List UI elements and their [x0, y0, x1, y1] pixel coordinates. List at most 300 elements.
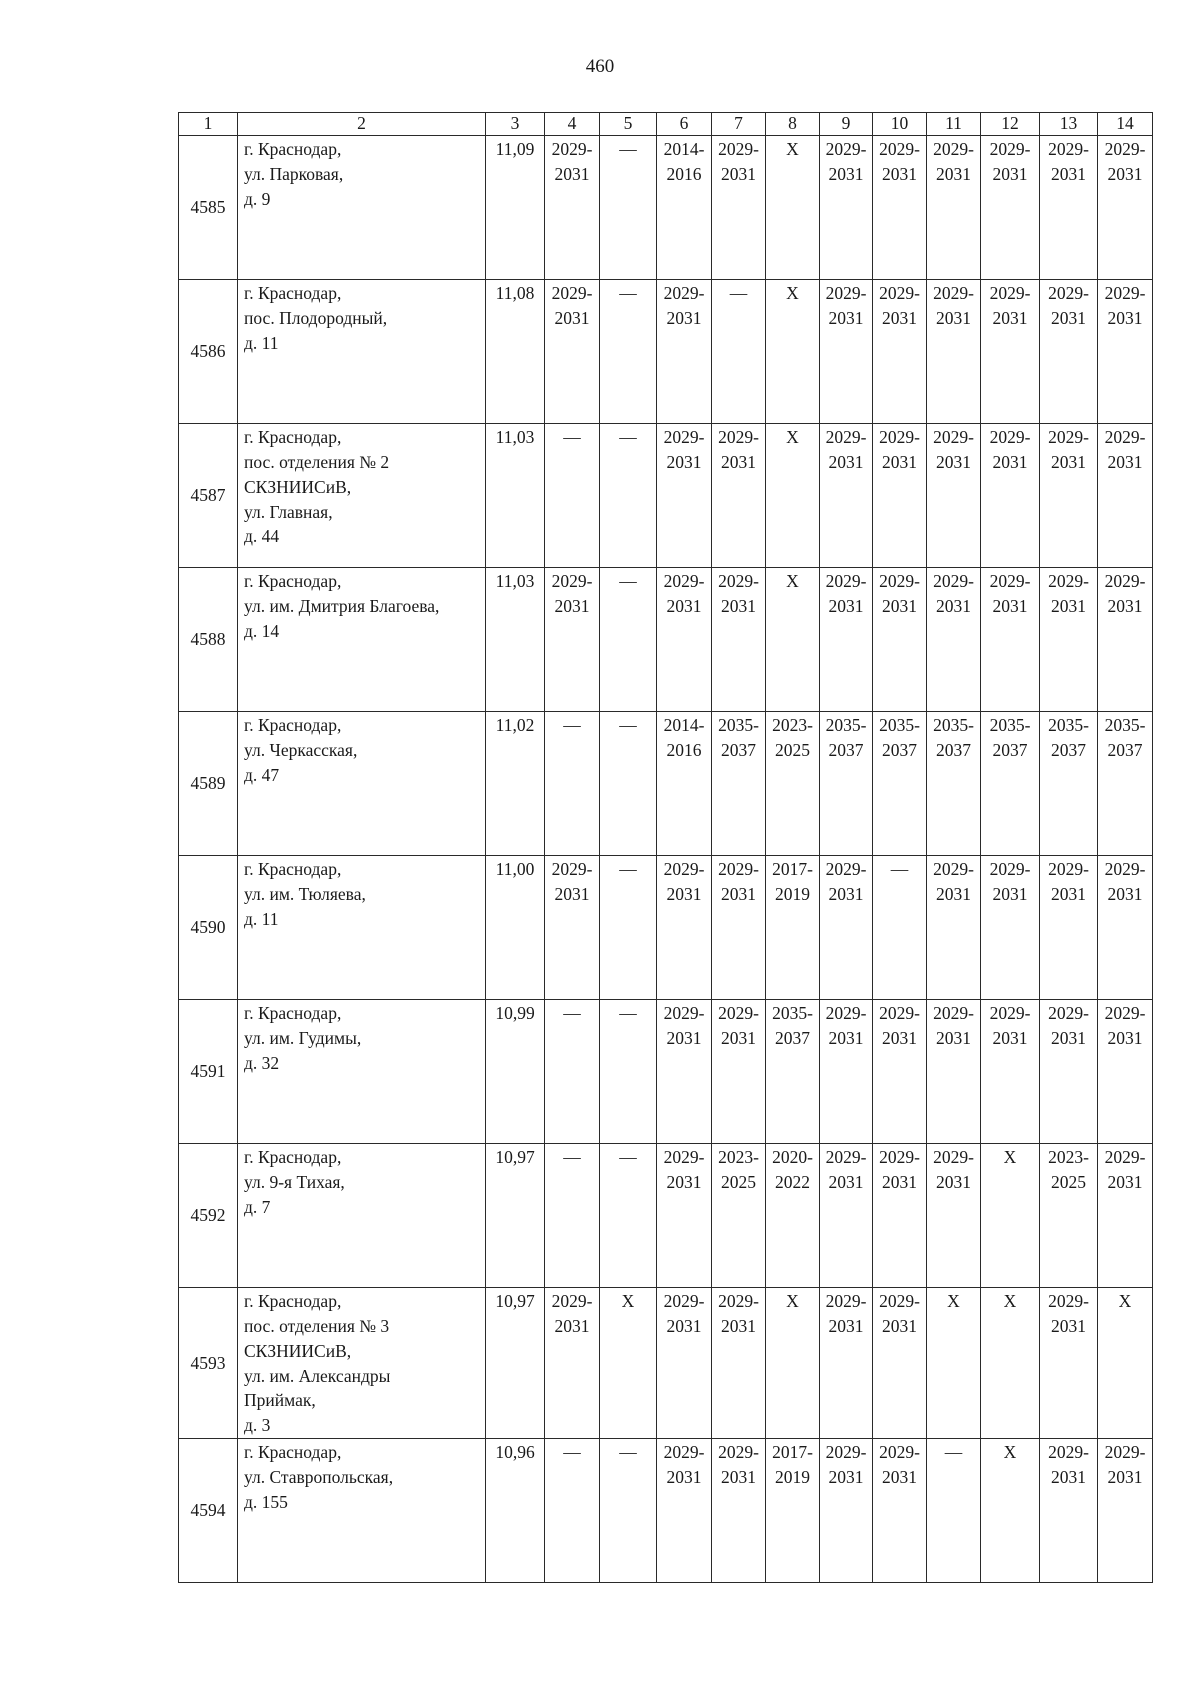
- area-cell: 11,09: [486, 136, 545, 280]
- period-value: 2037: [992, 739, 1028, 760]
- period-cell: [873, 136, 927, 280]
- period-value: 2029-: [551, 283, 593, 303]
- row-number: 4591: [179, 1000, 238, 1144]
- period-cell: [766, 1439, 820, 1583]
- table-row: [179, 1439, 1153, 1583]
- period-value: 2029-: [933, 859, 974, 879]
- period-value: 2029-: [551, 859, 593, 879]
- period-value: 2029-: [1104, 1003, 1146, 1023]
- period-cell: [712, 1144, 766, 1288]
- period-value: 2029-: [1048, 1291, 1089, 1311]
- period-cell: [1098, 856, 1153, 1000]
- period-value: X: [947, 1291, 960, 1311]
- period-value: 2031: [721, 163, 756, 184]
- period-cell: [820, 1288, 873, 1439]
- period-cell: [873, 856, 927, 1000]
- period-cell: [820, 712, 873, 856]
- row-number: 4590: [179, 856, 238, 1000]
- period-value: 2031: [992, 163, 1028, 184]
- period-value: 2031: [1051, 451, 1086, 472]
- period-value: 2031: [882, 1171, 917, 1192]
- area-cell: 10,97: [486, 1144, 545, 1288]
- table-row: [179, 712, 1153, 856]
- period-cell: [873, 568, 927, 712]
- period-value: 2029-: [718, 1003, 759, 1023]
- address-line: ул. Ставропольская,: [244, 1466, 394, 1487]
- period-cell: [1098, 424, 1153, 568]
- period-value: 2035-: [989, 715, 1031, 735]
- period-cell: [657, 712, 712, 856]
- period-value: 2029-: [933, 139, 974, 159]
- address-line: г. Краснодар,: [244, 1147, 342, 1167]
- period-value: 2029-: [1048, 283, 1089, 303]
- period-cell: [712, 136, 766, 280]
- row-number: 4588: [179, 568, 238, 712]
- area-cell: 10,97: [486, 1288, 545, 1439]
- period-cell: [1040, 1439, 1098, 1583]
- period-value: 2031: [1051, 883, 1086, 904]
- period-value: 2029-: [1048, 139, 1089, 159]
- period-value: 2029-: [718, 1291, 759, 1311]
- period-value: 2029-: [1104, 1147, 1146, 1167]
- header-row: [179, 113, 1153, 136]
- address-line: д. 32: [244, 1052, 280, 1073]
- period-cell: [545, 280, 600, 424]
- period-value: 2029-: [1104, 1442, 1146, 1463]
- row-number: 4593: [179, 1288, 238, 1439]
- period-cell: [600, 136, 657, 280]
- header-cell: 13: [1040, 113, 1098, 136]
- period-value: 2037: [882, 739, 917, 760]
- period-value: 2025: [775, 739, 810, 760]
- address-line: г. Краснодар,: [244, 1442, 342, 1463]
- period-value: 2031: [882, 1466, 917, 1487]
- period-value: 2035-: [933, 715, 974, 735]
- period-cell: [981, 1000, 1040, 1144]
- period-value: 2031: [1107, 595, 1143, 616]
- period-value: —: [890, 859, 909, 879]
- period-value: 2037: [775, 1027, 810, 1048]
- address-line: г. Краснодар,: [244, 715, 342, 735]
- period-value: 2029-: [1104, 427, 1146, 447]
- address-cell: [238, 856, 486, 1000]
- period-value: 2031: [992, 1027, 1028, 1048]
- header-cell: 8: [766, 113, 820, 136]
- period-cell: [927, 1288, 981, 1439]
- period-value: 2029-: [663, 1291, 705, 1311]
- period-cell: [1040, 1288, 1098, 1439]
- period-value: —: [619, 571, 637, 591]
- period-value: 2029-: [663, 427, 705, 447]
- period-value: 2031: [1107, 307, 1143, 328]
- period-cell: [820, 1144, 873, 1288]
- period-value: 2029-: [825, 571, 867, 591]
- period-cell: [657, 1000, 712, 1144]
- address-cell: [238, 1144, 486, 1288]
- address-line: СКЗНИИСиВ,: [244, 476, 352, 497]
- period-value: 2029-: [879, 139, 920, 159]
- period-value: 2029-: [879, 1003, 920, 1023]
- address-cell: [238, 280, 486, 424]
- address-line: д. 9: [244, 188, 271, 209]
- period-value: 2017-: [772, 1442, 813, 1463]
- period-cell: [873, 1439, 927, 1583]
- period-cell: [981, 712, 1040, 856]
- period-cell: [820, 1439, 873, 1583]
- address-line: д. 47: [244, 764, 280, 785]
- period-value: 2031: [936, 163, 971, 184]
- period-value: 2029-: [718, 427, 759, 447]
- period-cell: [873, 1288, 927, 1439]
- period-cell: [1098, 1000, 1153, 1144]
- period-value: 2031: [666, 1315, 702, 1336]
- address-line: д. 155: [244, 1491, 288, 1512]
- period-value: 2037: [936, 739, 971, 760]
- period-value: 2029-: [1048, 1003, 1089, 1023]
- period-value: 2029-: [1104, 139, 1146, 159]
- period-value: —: [563, 1003, 581, 1023]
- period-value: X: [1118, 1291, 1132, 1311]
- period-value: 2031: [992, 307, 1028, 328]
- period-value: 2031: [666, 883, 702, 904]
- table-row: [179, 136, 1153, 280]
- table-row: [179, 280, 1153, 424]
- period-value: 2031: [992, 883, 1028, 904]
- page-number: 460: [585, 56, 615, 77]
- period-value: 2035-: [772, 1003, 813, 1023]
- period-value: 2031: [828, 883, 864, 904]
- address-line: д. 7: [244, 1196, 271, 1217]
- row-number: 4587: [179, 424, 238, 568]
- period-cell: [712, 280, 766, 424]
- period-value: 2031: [882, 1027, 917, 1048]
- area-cell: 11,03: [486, 568, 545, 712]
- period-cell: [766, 856, 820, 1000]
- period-value: 2029-: [718, 139, 759, 159]
- period-cell: [1040, 568, 1098, 712]
- registry-table: [178, 112, 1153, 1583]
- period-value: 2029-: [551, 571, 593, 591]
- period-value: 2031: [828, 1315, 864, 1336]
- period-value: 2031: [936, 307, 971, 328]
- period-cell: [766, 136, 820, 280]
- period-value: 2031: [936, 883, 971, 904]
- table-row: [179, 1288, 1153, 1439]
- period-value: 2031: [666, 1466, 702, 1487]
- period-cell: [600, 712, 657, 856]
- period-value: —: [563, 427, 581, 447]
- period-cell: [545, 568, 600, 712]
- address-line: пос. отделения № 3: [244, 1315, 390, 1336]
- period-cell: [873, 424, 927, 568]
- period-value: 2014-: [663, 139, 705, 159]
- table-body: [179, 136, 1153, 1583]
- period-value: 2029-: [825, 1291, 867, 1311]
- period-value: —: [563, 1442, 581, 1463]
- period-value: 2014-: [663, 715, 705, 735]
- address-cell: [238, 568, 486, 712]
- period-value: X: [621, 1291, 635, 1311]
- header-cell: 1: [179, 113, 238, 136]
- period-cell: [545, 1439, 600, 1583]
- period-value: —: [619, 139, 637, 159]
- area-cell: 11,02: [486, 712, 545, 856]
- period-cell: [1040, 1000, 1098, 1144]
- period-value: 2029-: [879, 1291, 920, 1311]
- address-line: д. 11: [244, 908, 279, 929]
- address-line: д. 3: [244, 1415, 271, 1436]
- period-value: 2031: [882, 1315, 917, 1336]
- period-value: 2029-: [1104, 571, 1146, 591]
- period-cell: [600, 1000, 657, 1144]
- period-value: 2031: [992, 595, 1028, 616]
- address-cell: [238, 712, 486, 856]
- period-value: X: [786, 139, 799, 159]
- period-value: 2031: [1051, 1466, 1086, 1487]
- address-line: ул. им. Тюляева,: [244, 883, 366, 904]
- period-value: —: [619, 1442, 637, 1463]
- period-value: 2031: [554, 883, 590, 904]
- period-value: 2031: [721, 883, 756, 904]
- period-cell: [712, 712, 766, 856]
- area-cell: 11,08: [486, 280, 545, 424]
- period-cell: [981, 568, 1040, 712]
- period-cell: [657, 856, 712, 1000]
- address-line: г. Краснодар,: [244, 859, 342, 879]
- period-value: 2031: [666, 595, 702, 616]
- address-line: ул. Черкасская,: [244, 739, 358, 760]
- period-cell: [766, 1144, 820, 1288]
- header-cell: 12: [981, 113, 1040, 136]
- address-line: д. 44: [244, 526, 280, 547]
- period-value: 2031: [1051, 595, 1086, 616]
- table-row: [179, 856, 1153, 1000]
- period-value: 2016: [666, 739, 702, 760]
- period-value: 2029-: [989, 571, 1031, 591]
- address-line: пос. Плодородный,: [244, 307, 388, 328]
- period-value: 2037: [721, 739, 756, 760]
- address-line: ул. им. Дмитрия Благоева,: [244, 595, 440, 616]
- table-row: [179, 424, 1153, 568]
- period-value: 2029-: [825, 283, 867, 303]
- period-value: 2031: [1051, 163, 1086, 184]
- period-value: 2031: [828, 451, 864, 472]
- header-cell: 4: [545, 113, 600, 136]
- area-cell: 10,99: [486, 1000, 545, 1144]
- header-cell: 7: [712, 113, 766, 136]
- period-cell: [927, 424, 981, 568]
- period-value: 2031: [882, 163, 917, 184]
- period-cell: [657, 424, 712, 568]
- period-value: 2031: [828, 1466, 864, 1487]
- period-value: 2029-: [825, 1147, 867, 1167]
- period-value: 2025: [721, 1171, 756, 1192]
- period-value: 2029-: [1048, 859, 1089, 879]
- period-value: 2029-: [718, 1442, 759, 1463]
- period-cell: [981, 856, 1040, 1000]
- period-value: 2029-: [933, 1147, 974, 1167]
- period-cell: [981, 280, 1040, 424]
- period-value: 2029-: [663, 283, 705, 303]
- period-cell: [981, 1288, 1040, 1439]
- period-value: 2029-: [879, 1442, 920, 1463]
- address-line: ул. им. Гудимы,: [244, 1027, 362, 1048]
- row-number: 4589: [179, 712, 238, 856]
- period-cell: [545, 1288, 600, 1439]
- period-value: 2029-: [879, 427, 920, 447]
- period-value: —: [619, 1147, 637, 1167]
- period-cell: [766, 280, 820, 424]
- period-value: 2029-: [933, 1003, 974, 1023]
- period-cell: [927, 1439, 981, 1583]
- period-cell: [820, 856, 873, 1000]
- period-cell: [927, 1144, 981, 1288]
- period-value: 2023-: [772, 715, 813, 735]
- period-value: 2031: [828, 1027, 864, 1048]
- area-cell: 11,03: [486, 424, 545, 568]
- period-value: 2031: [936, 451, 971, 472]
- period-value: —: [619, 859, 637, 879]
- period-cell: [545, 424, 600, 568]
- table-row: [179, 568, 1153, 712]
- address-cell: [238, 1000, 486, 1144]
- period-value: 2031: [882, 595, 917, 616]
- period-value: 2031: [666, 307, 702, 328]
- period-cell: [657, 1288, 712, 1439]
- period-value: 2023-: [718, 1147, 759, 1167]
- period-cell: [1098, 712, 1153, 856]
- row-number: 4592: [179, 1144, 238, 1288]
- address-cell: [238, 1288, 486, 1439]
- period-cell: [927, 712, 981, 856]
- period-cell: [1098, 1439, 1153, 1583]
- period-cell: [657, 568, 712, 712]
- period-cell: [981, 1439, 1040, 1583]
- period-value: 2037: [1107, 739, 1143, 760]
- period-cell: [545, 856, 600, 1000]
- period-value: 2029-: [989, 283, 1031, 303]
- period-value: 2029-: [551, 139, 593, 159]
- period-value: X: [786, 427, 799, 447]
- header-cell: 6: [657, 113, 712, 136]
- period-value: 2031: [721, 595, 756, 616]
- period-cell: [1040, 712, 1098, 856]
- period-value: 2029-: [989, 139, 1031, 159]
- period-cell: [981, 424, 1040, 568]
- area-cell: 11,00: [486, 856, 545, 1000]
- period-value: 2031: [936, 595, 971, 616]
- period-cell: [820, 280, 873, 424]
- period-cell: [820, 568, 873, 712]
- period-value: 2031: [828, 307, 864, 328]
- period-cell: [820, 136, 873, 280]
- period-value: 2029-: [663, 571, 705, 591]
- period-value: X: [786, 283, 799, 303]
- period-value: 2031: [721, 451, 756, 472]
- period-cell: [873, 1000, 927, 1144]
- period-value: 2031: [666, 1027, 702, 1048]
- period-cell: [657, 1439, 712, 1583]
- period-cell: [766, 568, 820, 712]
- period-value: 2031: [936, 1171, 971, 1192]
- period-value: 2029-: [989, 427, 1031, 447]
- period-value: 2019: [775, 883, 810, 904]
- address-line: г. Краснодар,: [244, 1291, 342, 1311]
- period-value: —: [563, 1147, 581, 1167]
- period-value: 2029-: [989, 859, 1031, 879]
- period-value: 2029-: [825, 427, 867, 447]
- header-cell: 9: [820, 113, 873, 136]
- period-value: X: [786, 1291, 799, 1311]
- header-cell: 11: [927, 113, 981, 136]
- period-value: 2029-: [663, 859, 705, 879]
- address-line: СКЗНИИСиВ,: [244, 1340, 352, 1361]
- period-value: 2031: [666, 1171, 702, 1192]
- header-cell: 14: [1098, 113, 1153, 136]
- period-value: 2029-: [933, 427, 974, 447]
- period-value: 2031: [882, 451, 917, 472]
- address-line: г. Краснодар,: [244, 571, 342, 591]
- period-cell: [766, 712, 820, 856]
- period-value: 2031: [828, 1171, 864, 1192]
- period-value: 2031: [721, 1315, 756, 1336]
- address-line: д. 14: [244, 620, 280, 641]
- period-value: 2029-: [825, 139, 867, 159]
- header-cell: 2: [238, 113, 486, 136]
- period-cell: [1098, 1288, 1153, 1439]
- period-value: 2029-: [718, 571, 759, 591]
- period-value: —: [729, 283, 748, 303]
- period-cell: [927, 280, 981, 424]
- period-cell: [545, 1000, 600, 1144]
- period-value: 2031: [828, 595, 864, 616]
- period-value: 2029-: [933, 283, 974, 303]
- period-cell: [545, 1144, 600, 1288]
- period-value: 2035-: [1104, 715, 1146, 735]
- period-value: 2023-: [1048, 1147, 1089, 1167]
- period-cell: [657, 136, 712, 280]
- period-value: 2031: [936, 1027, 971, 1048]
- period-value: 2031: [1107, 163, 1143, 184]
- period-value: 2031: [1051, 1315, 1086, 1336]
- period-value: 2031: [1051, 307, 1086, 328]
- period-cell: [873, 280, 927, 424]
- period-cell: [820, 1000, 873, 1144]
- period-value: 2035-: [718, 715, 759, 735]
- period-cell: [873, 712, 927, 856]
- address-line: ул. им. Александры: [244, 1365, 391, 1386]
- period-cell: [927, 136, 981, 280]
- period-cell: [657, 1144, 712, 1288]
- period-value: 2029-: [825, 1442, 867, 1463]
- period-value: X: [1003, 1291, 1017, 1311]
- period-value: —: [944, 1442, 963, 1463]
- period-cell: [712, 424, 766, 568]
- period-value: 2029-: [1048, 427, 1089, 447]
- period-cell: [766, 1000, 820, 1144]
- period-value: 2031: [554, 595, 590, 616]
- period-value: 2029-: [1104, 859, 1146, 879]
- period-cell: [927, 1000, 981, 1144]
- period-value: 2035-: [825, 715, 867, 735]
- period-cell: [600, 856, 657, 1000]
- period-value: 2029-: [879, 571, 920, 591]
- address-cell: [238, 136, 486, 280]
- address-cell: [238, 1439, 486, 1583]
- period-value: 2029-: [718, 859, 759, 879]
- period-value: 2017-: [772, 859, 813, 879]
- address-line: г. Краснодар,: [244, 283, 342, 303]
